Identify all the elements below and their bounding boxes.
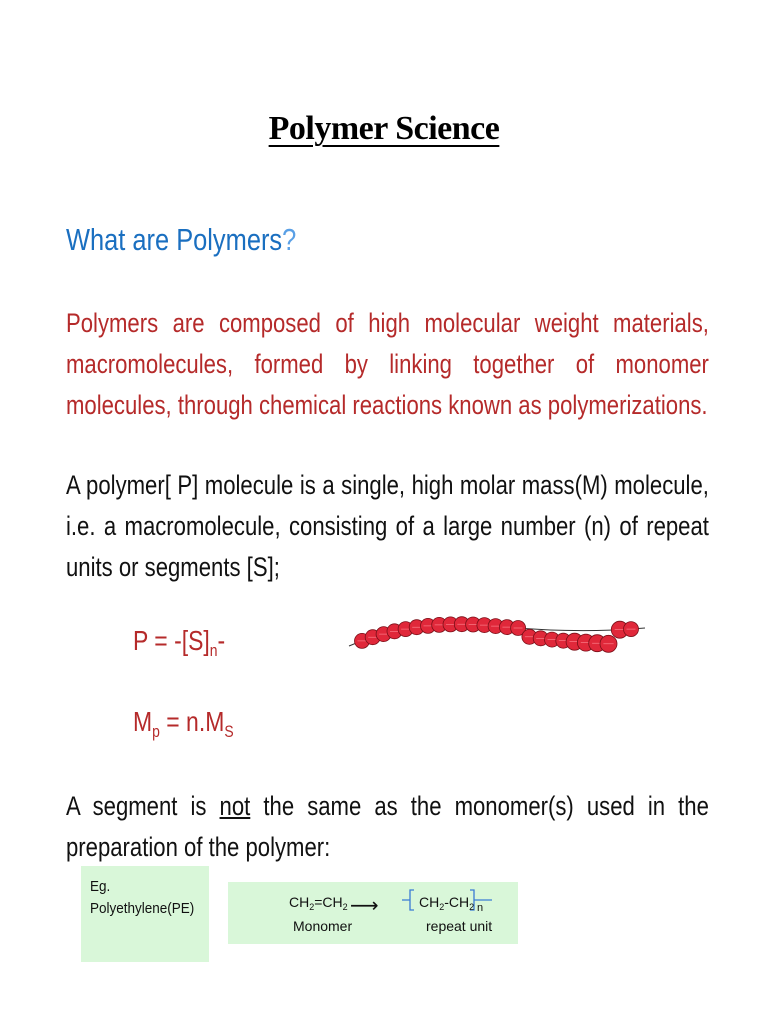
segment-emphasis-not: not [219, 791, 251, 821]
formula-p-subscript: n [209, 641, 218, 660]
repeat-ch-a: CH [419, 894, 440, 910]
formula-p-tail: - [217, 625, 226, 656]
repeat-formula [419, 894, 474, 912]
formula-m-text: M [133, 706, 153, 737]
monomer-label: Monomer [293, 918, 353, 934]
repeat-n: n [477, 902, 484, 914]
repeat-label: repeat unit [426, 918, 493, 934]
monomer-ch-a: CH [289, 894, 310, 910]
segment-text-end: the same as the monomer(s) used in the preparation of the polymer: [66, 791, 709, 862]
mass-formula [133, 706, 234, 742]
molecule-paragraph: A polymer[ P] molecule is a single, high molar mass(M) molecule, i.e. a macromolecule, consisting of a large number (n) of repeat units or segments [S]; [66, 470, 709, 582]
formula-m-mid: = n.M [159, 706, 225, 737]
monomer-ch-b: =CH [314, 894, 343, 910]
segment-paragraph [66, 786, 709, 868]
reaction-arrow-icon: ⟶ [350, 895, 379, 917]
example-label [90, 876, 194, 920]
polymer-formula [133, 625, 225, 661]
heading-text: What are Polymers [66, 222, 283, 257]
page-title: Polymer Science [268, 110, 500, 147]
segment-text-start: A segment is [66, 791, 220, 821]
monomer-formula [289, 894, 348, 912]
formula-p-text: P = -[S] [133, 625, 210, 656]
polymer-chain-icon [345, 608, 650, 668]
monomer-sub-b: 2 [342, 902, 348, 912]
example-label-line2: Polyethylene(PE) [90, 900, 195, 917]
repeat-sub-a: 2 [439, 902, 445, 912]
section-heading [66, 222, 296, 258]
heading-question-mark: ? [282, 222, 297, 257]
formula-m-subscript: p [152, 722, 160, 741]
formula-m-subscript-s: S [224, 722, 234, 741]
definition-paragraph: Polymers are composed of high molecular weight materials, macromolecules, formed by linking together of monomer molecules, through chemical reactions known as polymerizations. [66, 308, 709, 420]
repeat-ch-b: -CH [444, 894, 470, 910]
example-label-line1: Eg. [90, 878, 111, 895]
monomer-sub-a: 2 [309, 902, 315, 912]
repeat-sub-b: 2 [469, 902, 475, 912]
